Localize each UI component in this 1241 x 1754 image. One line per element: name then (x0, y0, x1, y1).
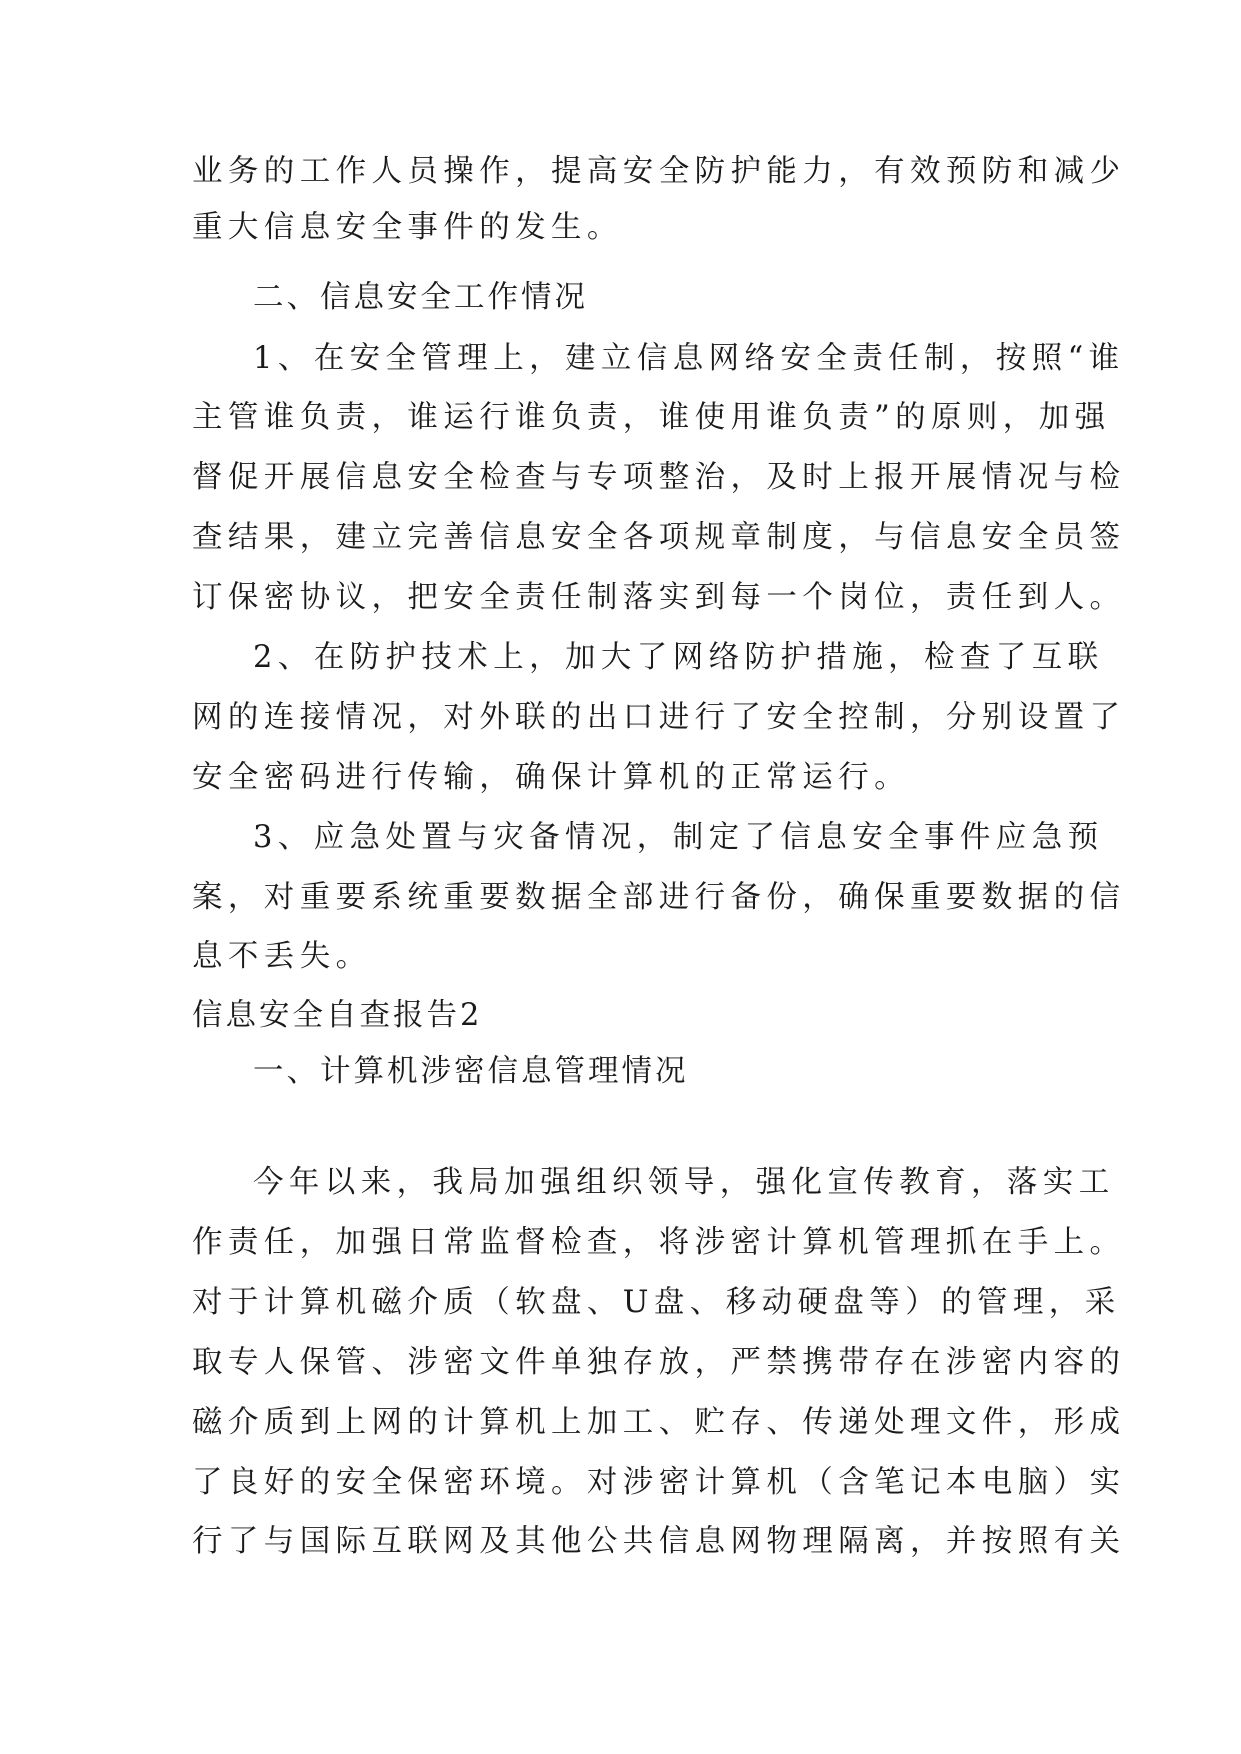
section-heading: 一、计算机涉密信息管理情况 (253, 1054, 689, 1089)
body-line: 重大信息安全事件的发生。 (192, 210, 623, 245)
body-line: 督促开展信息安全检查与专项整治，及时上报开展情况与检 (192, 460, 1126, 495)
body-line: 2、在防护技术上，加大了网络防护措施，检查了互联 (253, 640, 1104, 675)
body-line: 行了与国际互联网及其他公共信息网物理隔离，并按照有关 (192, 1524, 1126, 1559)
body-line: 取专人保管、涉密文件单独存放，严禁携带存在涉密内容的 (192, 1345, 1126, 1380)
body-line: 作责任，加强日常监督检查，将涉密计算机管理抓在手上。 (192, 1225, 1126, 1260)
body-line: 案，对重要系统重要数据全部进行备份，确保重要数据的信 (192, 880, 1126, 915)
section-heading: 二、信息安全工作情况 (253, 280, 588, 315)
body-line: 磁介质到上网的计算机上加工、贮存、传递处理文件，形成 (192, 1405, 1126, 1440)
body-line: 今年以来，我局加强组织领导，强化宣传教育，落实工 (253, 1165, 1115, 1200)
body-line: 订保密协议，把安全责任制落实到每一个岗位，责任到人。 (192, 580, 1126, 615)
body-line: 查结果，建立完善信息安全各项规章制度，与信息安全员签 (192, 520, 1126, 555)
body-line: 1、在安全管理上，建立信息网络安全责任制，按照“谁 (253, 341, 1125, 376)
body-line: 网的连接情况，对外联的出口进行了安全控制，分别设置了 (192, 700, 1126, 735)
body-line: 3、应急处置与灾备情况，制定了信息安全事件应急预 (253, 820, 1104, 855)
body-line: 对于计算机磁介质（软盘、U盘、移动硬盘等）的管理，采 (192, 1285, 1121, 1320)
body-line: 主管谁负责，谁运行谁负责，谁使用谁负责”的原则，加强 (192, 400, 1111, 435)
body-line: 息不丢失。 (192, 939, 372, 974)
body-line: 业务的工作人员操作，提高安全防护能力，有效预防和减少 (192, 154, 1126, 189)
body-line: 了良好的安全保密环境。对涉密计算机（含笔记本电脑）实 (192, 1465, 1126, 1500)
report-title: 信息安全自查报告2 (192, 998, 483, 1033)
body-line: 安全密码进行传输，确保计算机的正常运行。 (192, 760, 910, 795)
